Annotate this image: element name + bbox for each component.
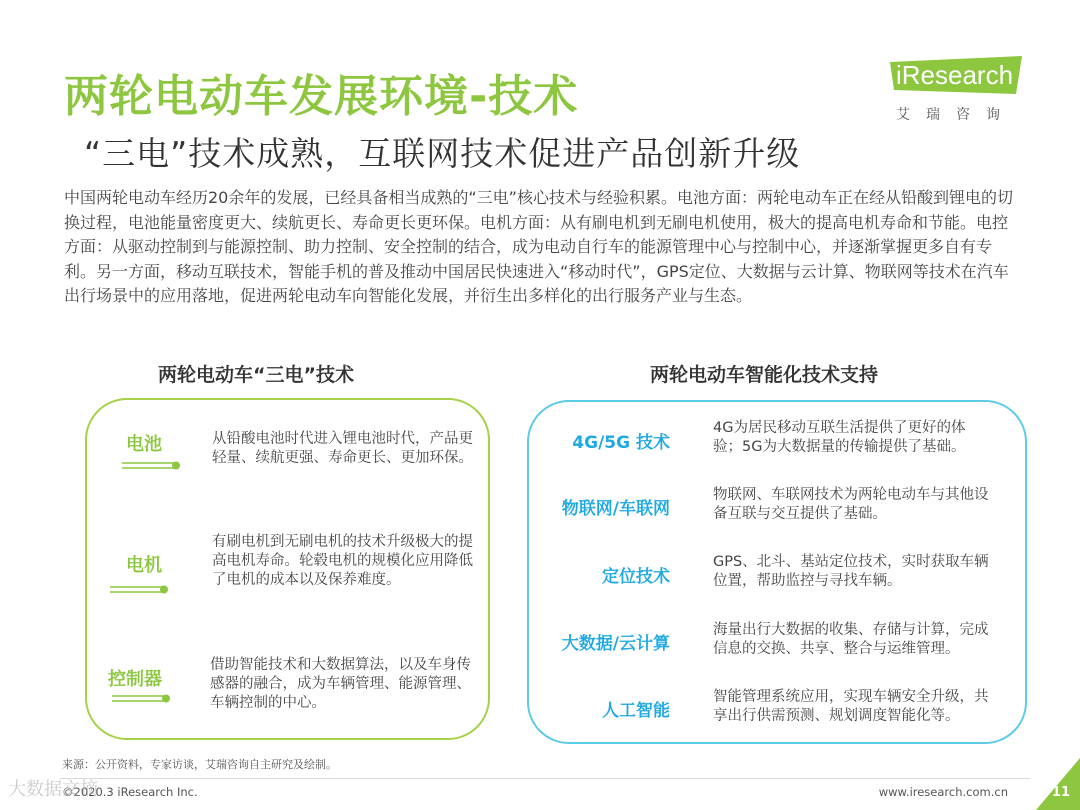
- left-item-text-battery: 从铅酸电池时代进入锂电池时代，产品更轻量、续航更强、寿命更长、更加环保。: [212, 431, 473, 466]
- left-item-label-motor: 电机: [126, 555, 162, 576]
- right-item-label-iot: 物联网/车联网: [561, 499, 670, 519]
- right-item-label-positioning: 定位技术: [602, 567, 670, 587]
- right-item-label-bigdata: 大数据/云计算: [561, 634, 670, 654]
- footer-website: www.iresearch.com.cn: [878, 785, 1008, 799]
- battery-connector-icon: [122, 461, 182, 471]
- left-item-text-controller: 借助智能技术和大数据算法，以及车身传感器的融合，成为车辆管理、能源管理、车辆控制的中心。: [210, 657, 471, 711]
- page-number-badge: [1036, 758, 1080, 810]
- page-subtitle: “三电”技术成熟，互联网技术促进产品创新升级: [84, 134, 801, 173]
- footer-divider: [60, 778, 1030, 779]
- left-panel-heading: 两轮电动车“三电”技术: [158, 364, 354, 386]
- iresearch-logo: [890, 56, 1040, 126]
- footer-copyright: ©2020.3 iResearch Inc.: [62, 785, 198, 799]
- right-item-text-bigdata: 海量出行大数据的收集、存储与计算，完成信息的交换、共享、整合与运维管理。: [713, 622, 989, 657]
- left-item-label-battery: 电池: [126, 434, 162, 455]
- motor-connector-icon: [110, 585, 170, 595]
- watermark: 大数据文摘: [8, 779, 98, 800]
- left-item-text-motor: 有刷电机到无刷电机的技术升级极大的提高电机寿命。轮毂电机的规模化应用降低了电机的成本以及保养难度。: [212, 534, 473, 588]
- right-panel-heading: 两轮电动车智能化技术支持: [650, 364, 879, 386]
- page-title: 两轮电动车发展环境-技术: [64, 71, 579, 122]
- right-item-label-4g5g: 4G/5G 技术: [572, 433, 670, 453]
- logo-text: iResearch: [896, 60, 1014, 90]
- controller-connector-icon: [112, 694, 172, 704]
- intro-paragraph: 中国两轮电动车经历20余年的发展，已经具备相当成熟的“三电”核心技术与经验积累。电池方面：两轮电动车正在经从铅酸到锂电的切换过程，电池能量密度更大、续航更长、寿命更长更环保。电机方面：从有刷电机到无刷电机使用，极大的提高电机寿命和节能。电控方面：从驱动控制到与能源控制、助力控制、安全控制的结合，成为电动自行车的能源管理中心与控制中心，并逐渐掌握更多自有专利。另一方面，移动互联技术，智能手机的普及推动中国居民快速进入“移动时代”，GPS定位、大数据与云计算、物联网等技术在汽车出行场景中的应用落地，促进两轮电动车向智能化发展，并衍生出多样化的出行服务产业与生态。: [64, 188, 1013, 305]
- logo-subtext: 艾瑞咨询: [896, 107, 1016, 123]
- page-number: 11: [1051, 785, 1070, 800]
- right-item-text-positioning: GPS、北斗、基站定位技术，实时获取车辆位置，帮助监控与寻找车辆。: [713, 554, 989, 589]
- source-note: 来源：公开资料，专家访谈，艾瑞咨询自主研究及绘制。: [62, 758, 337, 771]
- right-item-text-iot: 物联网、车联网技术为两轮电动车与其他设备互联与交互提供了基础。: [713, 487, 989, 522]
- left-item-label-controller: 控制器: [108, 669, 162, 690]
- right-item-text-4g5g: 4G为居民移动互联生活提供了更好的体验；5G为大数据量的传输提供了基础。: [713, 420, 966, 455]
- right-item-text-ai: 智能管理系统应用，实现车辆安全升级，共享出行供需预测、规划调度智能化等。: [713, 689, 989, 724]
- right-item-label-ai: 人工智能: [602, 701, 670, 721]
